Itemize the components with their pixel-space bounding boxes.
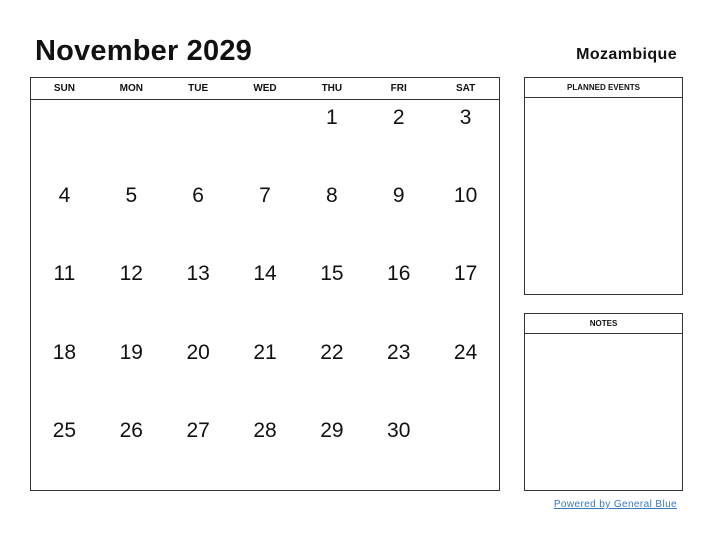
weekday-fri: FRI bbox=[390, 83, 407, 94]
day-cell: 23 bbox=[387, 340, 411, 364]
day-cell: 28 bbox=[253, 418, 277, 442]
day-cell: 16 bbox=[387, 262, 411, 286]
day-cell: 3 bbox=[459, 106, 472, 129]
calendar-grid bbox=[30, 77, 500, 491]
planned-events-panel bbox=[524, 77, 683, 295]
day-cell: 17 bbox=[453, 262, 478, 286]
month-title: November 2029 bbox=[35, 35, 252, 67]
day-cell: 18 bbox=[52, 340, 77, 364]
day-cell: 25 bbox=[52, 418, 77, 442]
day-cell: 24 bbox=[453, 340, 478, 364]
day-cell: 19 bbox=[119, 340, 143, 364]
day-cell: 27 bbox=[186, 418, 210, 442]
day-cell: 26 bbox=[119, 418, 143, 442]
week-row bbox=[31, 413, 499, 491]
notes-title: NOTES bbox=[525, 314, 682, 334]
day-cell: 14 bbox=[253, 262, 277, 286]
weekday-sun: SUN bbox=[53, 83, 75, 94]
powered-by-link[interactable]: Powered by General Blue bbox=[553, 499, 677, 510]
weekday-tue: TUE bbox=[188, 83, 209, 94]
day-cell: 29 bbox=[320, 418, 344, 442]
week-row bbox=[31, 178, 499, 256]
week-row bbox=[31, 256, 499, 334]
calendar-weeks bbox=[31, 100, 499, 491]
day-cell: 13 bbox=[186, 262, 210, 286]
weekday-mon: MON bbox=[119, 83, 143, 94]
day-cell: 15 bbox=[320, 262, 344, 286]
notes-panel bbox=[524, 313, 683, 491]
planned-events-title: PLANNED EVENTS bbox=[525, 78, 682, 98]
day-cell bbox=[31, 100, 98, 178]
weekday-sat: SAT bbox=[455, 83, 476, 94]
day-cell: 4 bbox=[58, 184, 71, 208]
day-cell: 22 bbox=[320, 340, 344, 364]
day-cell: 1 bbox=[326, 106, 338, 129]
day-cell: 20 bbox=[186, 340, 210, 364]
day-cell: 10 bbox=[453, 184, 478, 208]
day-cell bbox=[232, 100, 299, 178]
day-cell: 12 bbox=[119, 262, 143, 286]
day-cell bbox=[98, 100, 165, 178]
country-name: Mozambique bbox=[576, 46, 677, 63]
day-cell bbox=[432, 413, 499, 491]
day-cell: 6 bbox=[192, 184, 204, 208]
day-cell: 9 bbox=[392, 184, 405, 208]
day-cell: 21 bbox=[253, 340, 277, 364]
week-row bbox=[31, 335, 499, 413]
weekday-thu: THU bbox=[321, 83, 343, 94]
week-row bbox=[31, 100, 499, 178]
day-cell: 2 bbox=[392, 106, 405, 129]
day-cell: 30 bbox=[387, 418, 411, 442]
weekday-wed: WED bbox=[253, 83, 277, 94]
day-cell: 5 bbox=[125, 184, 138, 208]
day-cell: 7 bbox=[259, 184, 271, 208]
day-cell bbox=[165, 100, 232, 178]
weekday-header-row bbox=[31, 78, 499, 100]
day-cell: 11 bbox=[53, 262, 76, 286]
day-cell: 8 bbox=[326, 184, 338, 208]
